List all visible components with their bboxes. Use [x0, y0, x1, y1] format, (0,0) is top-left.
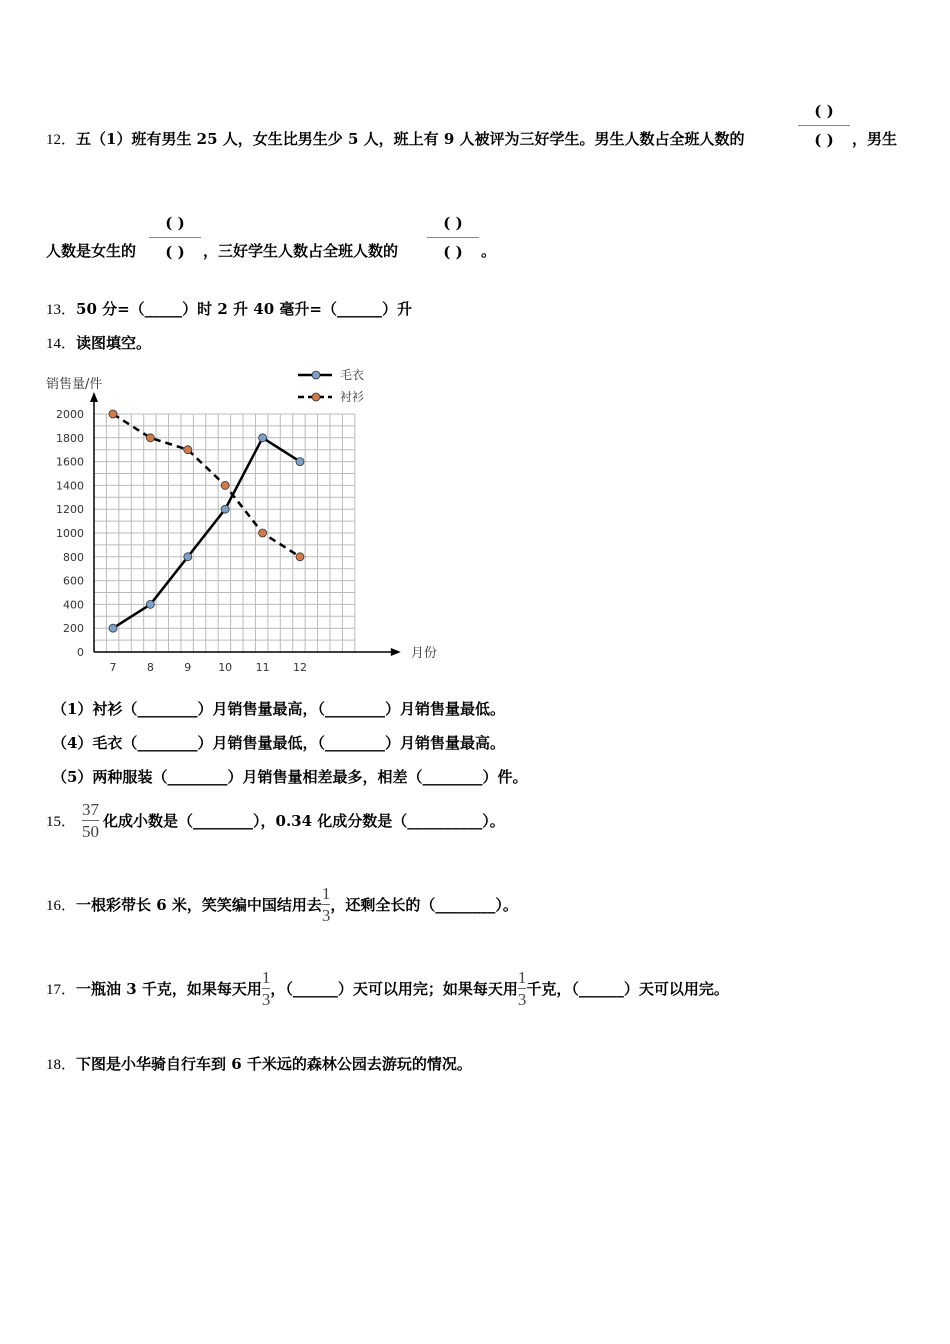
- question-12-line-2: [46, 240, 136, 261]
- y-tick-label: 1000: [56, 527, 84, 540]
- question-number: 15．: [46, 814, 77, 830]
- y-tick-label: 200: [63, 622, 84, 636]
- x-tick-label: 7: [109, 661, 117, 674]
- question-text: ，男生: [852, 130, 898, 148]
- question-14: [46, 332, 151, 353]
- chart-labels: [46, 376, 437, 674]
- fraction-bar: [427, 237, 479, 238]
- question-text: 下图是小华骑自行车到 6 千米远的森林公园去游玩的情况。: [76, 1055, 472, 1073]
- question-text: 50 分=（_____）时 2 升 40 毫升=（______）升: [76, 300, 412, 318]
- y-tick-label: 400: [63, 598, 84, 612]
- denominator-blank: ( ): [814, 131, 834, 149]
- fraction-denominator: 3: [261, 990, 271, 1009]
- data-point: [296, 553, 304, 561]
- question-15: [46, 800, 505, 841]
- data-point: [259, 434, 267, 442]
- answer-fraction-blank[interactable]: [427, 212, 479, 263]
- question-text: 化成小数是（________），0.34 化成分数是（__________）。: [103, 812, 505, 830]
- data-point: [184, 446, 192, 454]
- fraction-numerator: 1: [321, 884, 331, 903]
- fraction-denominator: 3: [321, 906, 331, 925]
- fraction-37-50: [82, 800, 99, 841]
- question-text: 一瓶油 3 千克，如果每天用: [76, 980, 262, 998]
- legend-marker: [312, 393, 320, 401]
- data-point: [146, 434, 154, 442]
- x-tick-label: 10: [218, 661, 233, 674]
- data-point: [259, 529, 267, 537]
- y-tick-label: 1400: [56, 479, 84, 493]
- question-text: ，（______）天可以用完；如果每天用: [270, 980, 518, 998]
- data-point: [221, 505, 229, 513]
- question-16: [46, 884, 518, 925]
- fraction-numerator: 1: [517, 968, 527, 987]
- numerator-blank: ( ): [443, 214, 463, 232]
- numerator-blank: ( ): [814, 102, 834, 120]
- x-tick-label: 9: [184, 661, 192, 674]
- denominator-blank: ( ): [165, 243, 185, 261]
- numerator-blank: ( ): [165, 214, 185, 232]
- question-text: 。: [481, 242, 497, 260]
- fraction-numerator: 1: [261, 968, 271, 987]
- answer-fraction-blank[interactable]: [798, 100, 850, 151]
- fraction-bar: [82, 820, 99, 821]
- y-axis-title: 销售量/件: [46, 377, 103, 392]
- question-number: 14．: [46, 336, 77, 352]
- chart-legend: [298, 368, 364, 404]
- legend-label: 毛衣: [340, 368, 365, 382]
- data-point: [296, 458, 304, 466]
- y-tick-label: 1200: [56, 503, 84, 517]
- x-axis-title: 月份: [410, 646, 437, 661]
- data-point: [146, 600, 154, 608]
- sub-question-5: （5）两种服装（________）月销售量相差最多，相差（________）件。: [52, 768, 528, 786]
- question-13: [46, 298, 412, 319]
- x-tick-label: 8: [146, 661, 154, 674]
- x-tick-label: 12: [293, 661, 307, 674]
- question-text: 五（1）班有男生 25 人，女生比男生少 5 人，班上有 9 人被评为三好学生。男生人数占全班人数的: [76, 130, 745, 148]
- question-18: [46, 1053, 472, 1074]
- fraction-denominator: 3: [517, 990, 527, 1009]
- question-text: 人数是女生的: [46, 242, 137, 260]
- question-text: ，三好学生人数占全班人数的: [203, 242, 399, 260]
- y-tick-label: 2000: [56, 408, 84, 421]
- question-number: 18．: [46, 1057, 77, 1073]
- answer-fraction-blank[interactable]: [149, 212, 201, 263]
- question-text: 一根彩带长 6 米，笑笑编中国结用去: [76, 896, 322, 914]
- y-tick-label: 1800: [56, 431, 84, 445]
- data-point: [109, 410, 117, 418]
- question-number: 17．: [46, 982, 77, 998]
- y-tick-label: 800: [63, 550, 84, 564]
- fraction-denominator: 50: [82, 822, 100, 841]
- question-17: [46, 968, 729, 1009]
- y-tick-label: 0: [77, 646, 84, 659]
- question-text: 读图填空。: [76, 334, 152, 352]
- fraction-bar: [798, 125, 850, 126]
- y-tick-label: 1600: [56, 455, 84, 469]
- question-text: 千克，（______）天可以用完。: [526, 980, 729, 998]
- data-point: [184, 553, 192, 561]
- question-number: 13．: [46, 302, 77, 318]
- legend-label: 衬衫: [340, 390, 365, 404]
- sales-line-chart: [40, 362, 437, 674]
- question-number: 16．: [46, 898, 77, 914]
- legend-marker: [312, 371, 320, 379]
- denominator-blank: ( ): [443, 243, 463, 261]
- data-point: [109, 624, 117, 632]
- x-tick-label: 11: [255, 661, 270, 674]
- fraction-bar: [149, 237, 201, 238]
- sub-question-1: （1）衬衫（________）月销售量最高，（________）月销售量最低。: [52, 700, 505, 718]
- question-12-line-1: [46, 128, 745, 149]
- fraction-numerator: 37: [82, 800, 100, 819]
- question-number: 12．: [46, 132, 77, 148]
- y-tick-label: 600: [63, 574, 84, 588]
- x-axis-arrow: [391, 648, 401, 656]
- question-text: ，还剩全长的（________）。: [330, 896, 518, 914]
- sub-question-4: （4）毛衣（________）月销售量最低，（________）月销售量最高。: [52, 734, 505, 752]
- y-axis-arrow: [90, 392, 98, 402]
- data-point: [221, 481, 229, 489]
